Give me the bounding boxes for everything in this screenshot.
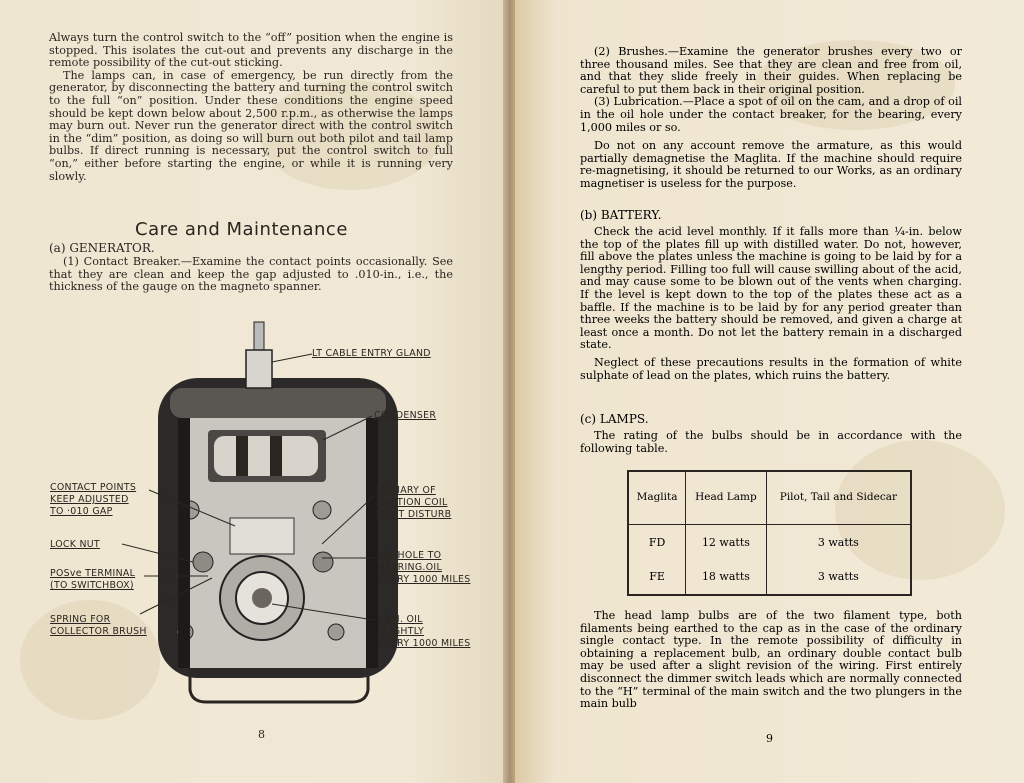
lamps-text bbox=[580, 430, 962, 455]
table-cell: 12 watts bbox=[686, 524, 767, 559]
callout-terminal: POSve TERMINAL (TO SWITCHBOX) bbox=[50, 568, 136, 591]
paragraph: Always turn the control switch to the “off” position when the engine is stopped. This isolates the cut-out and prevents any discharge in the remote possibility of the cut-out sticking. bbox=[49, 31, 453, 70]
lamps-heading: (c) LAMPS. bbox=[580, 412, 649, 426]
contact-breaker bbox=[230, 518, 294, 554]
callout-spring: SPRING FOR COLLECTOR BRUSH bbox=[50, 614, 147, 637]
condenser bbox=[214, 436, 318, 476]
column-header: Maglita bbox=[628, 471, 686, 524]
generator-heading: (a) GENERATOR. bbox=[49, 241, 155, 255]
table-cell: 18 watts bbox=[686, 559, 767, 595]
maintenance-text bbox=[580, 46, 962, 191]
paragraph: Neglect of these precautions results in the formation of white sulphate of lead on the plates, which ruins the battery. bbox=[580, 355, 962, 382]
callout-lt-cable: LT CABLE ENTRY GLAND bbox=[312, 348, 431, 359]
table-cell: FD bbox=[648, 535, 666, 549]
battery-text bbox=[580, 226, 962, 382]
battery-heading: (b) BATTERY. bbox=[580, 208, 662, 222]
paragraph: The rating of the bulbs should be in accordance with the following table. bbox=[580, 429, 962, 455]
table-cell: 3 watts bbox=[766, 559, 911, 595]
lock-nut bbox=[193, 552, 213, 572]
table-row bbox=[628, 559, 911, 595]
body-top bbox=[170, 388, 386, 418]
left-page bbox=[0, 0, 505, 783]
paragraph: Do not on any account remove the armature, as this would partially demagnetise the Maglita. If the machine should require re-magnetising, it should be returned to our Works, as an ordinary magnetiser is useless for the purpose. bbox=[580, 139, 962, 190]
callout-condenser: CONDENSER bbox=[374, 410, 437, 421]
bulb-rating-table bbox=[627, 470, 912, 596]
page-number: 9 bbox=[766, 732, 773, 745]
paragraph: The lamps can, in case of emergency, be run directly from the generator, by disconnecting the battery and turning the control switch to the full “on” position. Under these conditions the engine speed should be kept down below about 2,500 r.p.m., as otherwise the lamps may burn out. Never run the generator direct with the control switch in the “dim” position, as doing so will burn out both pilot and tail lamp bulbs. If direct running is necessary, put the control switch to full “on,” either before starting the engine, or while it is running very slowly. bbox=[49, 68, 453, 183]
table-cell: 3 watts bbox=[766, 524, 911, 559]
intro-text bbox=[49, 32, 453, 183]
callout-contact-points: CONTACT POINTS KEEP ADJUSTED TO ·010 GAP bbox=[50, 482, 137, 517]
paragraph: (2) Brushes.—Examine the generator brushes every two or three thousand miles. See that they are clean and free from oil, and that they slide freely in their guides. When replacing be careful to put them back in their original position. bbox=[580, 45, 962, 96]
callout-lock-nut: LOCK NUT bbox=[50, 539, 100, 550]
callout-oil-hole: OIL HOLE TO BEARING.OIL EVERY 1000 MILES bbox=[378, 550, 471, 585]
page-number: 8 bbox=[258, 728, 265, 741]
table-cell: FE bbox=[649, 570, 665, 584]
cable-wire bbox=[254, 322, 264, 352]
callout-cam: CAM. OIL SLIGHTLY EVERY 1000 MILES bbox=[378, 614, 471, 649]
paragraph: (3) Lubrication.—Place a spot of oil on the cam, and a drop of oil in the oil hole under the contact breaker, for the bearing, every 1,000 miles or so. bbox=[580, 95, 962, 134]
column-header: Head Lamp bbox=[686, 471, 767, 524]
paragraph: (1) Contact Breaker.—Examine the contact points occasionally. See that they are clean and keep the gap adjusted to .010-in., i.e., the thickness of the gauge on the magneto spanner. bbox=[49, 255, 453, 294]
callout-primary: PRIMARY OF IGNITION COIL DONT DISTURB bbox=[376, 485, 452, 520]
section-heading: Care and Maintenance bbox=[135, 219, 348, 240]
paragraph: Check the acid level monthly. If it falls more than ¼-in. below the top of the plates fill up with distilled water. Do not, however, fill above the plates unless the machine is going to be laid by for a lengthy period. Filling too full will cause swilling about of the acid, and may cause some to be blown out of the vents when charging. If the level is kept down to the top of the plates these act as a baffle. If the machine is to be laid by for any period greater than three weeks the battery should be removed, and given a charge at least once a month. Do not let the battery remain in a discharged state. bbox=[580, 225, 962, 352]
table-row bbox=[628, 524, 911, 559]
paragraph: The head lamp bulbs are of the two filament type, both filaments being earthed to the cap as in the case of the ordinary single contact type. In the remote possibility of difficulty in obtaining a replacement bulb, an ordinary double contact bulb may be used after a slight revision of the wiring. First entirely disconnect the dimmer switch leads which are normally connected to the “H” terminal of the main switch and the two plungers in the main bulb bbox=[580, 609, 962, 711]
column-header: Pilot, Tail and Sidecar bbox=[766, 471, 911, 524]
cable-gland bbox=[246, 350, 272, 388]
contact-breaker-text bbox=[49, 256, 453, 294]
head-lamp-text bbox=[580, 610, 962, 711]
table-header-row bbox=[628, 471, 911, 524]
